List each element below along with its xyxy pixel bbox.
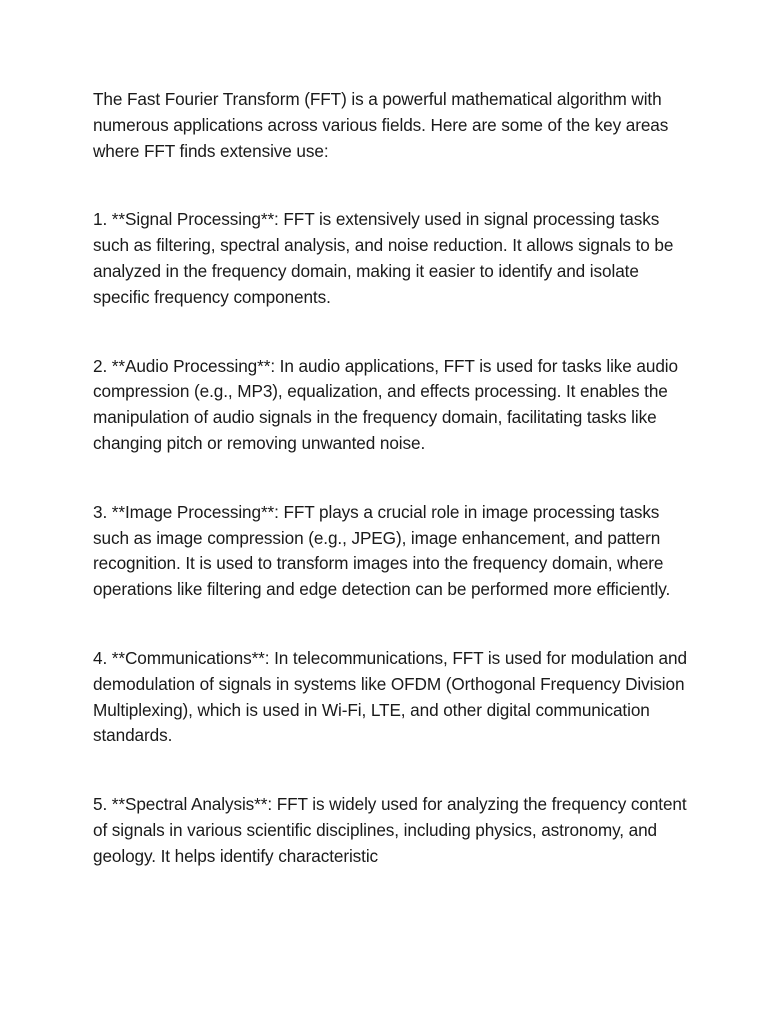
list-item-signal-processing: 1. **Signal Processing**: FFT is extensively used in signal processing tasks such as filtering, spectral analysis, and noise reduction. It allows signals to be analyzed in the frequency domain, making it easier to identify and isolate specific frequency components. — [93, 209, 674, 307]
intro-paragraph: The Fast Fourier Transform (FFT) is a powerful mathematical algorithm with numerous applications across various fields. Here are some of the key areas where FFT finds extensive use: — [93, 89, 669, 161]
list-item-image-processing: 3. **Image Processing**: FFT plays a crucial role in image processing tasks such as image compression (e.g., JPEG), image enhancement, and pattern recognition. It is used to transform images into the frequency domain, where operations like filtering and edge detection can be performed more efficiently. — [93, 501, 671, 600]
document-body — [93, 87, 693, 870]
list-item-spectral-analysis: 5. **Spectral Analysis**: FFT is widely used for analyzing the frequency content of signals in various scientific disciplines, including physics, astronomy, and geology. It helps identify characteristic — [93, 794, 687, 866]
list-item-communications: 4. **Communications**: In telecommunications, FFT is used for modulation and demodulation of signals in systems like OFDM (Orthogonal Frequency Division Multiplexing), which is used in Wi-Fi, LTE, and other digital communication standards. — [93, 647, 687, 746]
list-item-audio-processing: 2. **Audio Processing**: In audio applications, FFT is used for tasks like audio compression (e.g., MP3), equalization, and effects processing. It enables the manipulation of audio signals in the frequency domain, facilitating tasks like changing pitch or removing unwanted noise. — [93, 355, 678, 453]
